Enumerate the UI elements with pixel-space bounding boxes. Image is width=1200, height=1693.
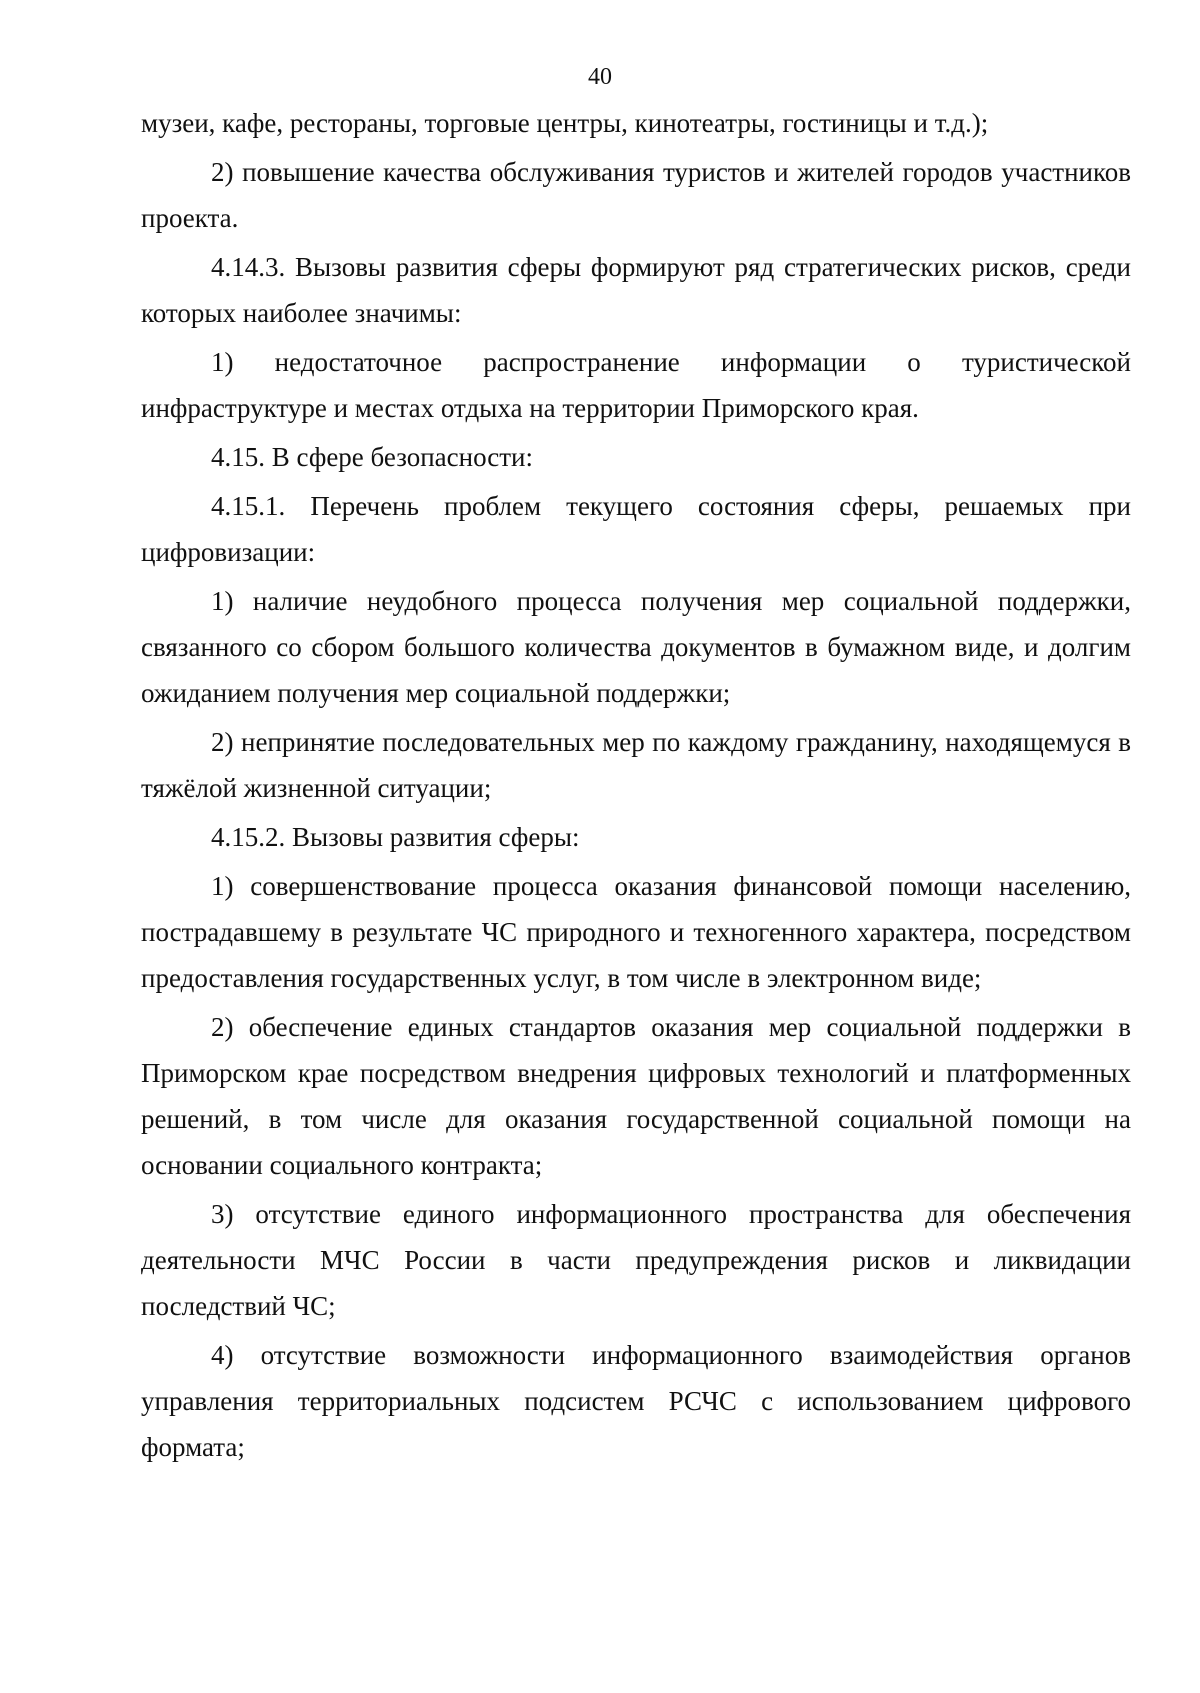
- paragraph-list-item: 2) непринятие последовательных мер по каждому гражданину, находящемуся в тяжёлой жизненной ситуации;: [141, 727, 1131, 803]
- paragraph-list-item: 4) отсутствие возможности информационного взаимодействия органов управления территориальных подсистем РСЧС с использованием цифрового формата;: [141, 1340, 1131, 1462]
- paragraph-list-item: 1) совершенствование процесса оказания финансовой помощи населению, пострадавшему в результате ЧС природного и техногенного характера, посредством предоставления государственных услуг, в том числе в электронном виде;: [141, 871, 1131, 993]
- document-body: [141, 100, 1131, 1470]
- paragraph-section-4-15-1: 4.15.1. Перечень проблем текущего состояния сферы, решаемых при цифровизации:: [141, 491, 1131, 567]
- paragraph-section-4-14-3: 4.14.3. Вызовы развития сферы формируют ряд стратегических рисков, среди которых наиболее значимы:: [141, 252, 1131, 328]
- paragraph-list-item: 2) обеспечение единых стандартов оказания мер социальной поддержки в Приморском крае посредством внедрения цифровых технологий и платформенных решений, в том числе для оказания государственной социальной помощи на основании социального контракта;: [141, 1012, 1131, 1180]
- paragraph-continuation: музеи, кафе, рестораны, торговые центры, кинотеатры, гостиницы и т.д.);: [141, 108, 989, 138]
- paragraph-list-item: 3) отсутствие единого информационного пространства для обеспечения деятельности МЧС России в части предупреждения рисков и ликвидации последствий ЧС;: [141, 1199, 1131, 1321]
- paragraph-list-item: 1) наличие неудобного процесса получения мер социальной поддержки, связанного со сбором большого количества документов в бумажном виде, и долгим ожиданием получения мер социальной поддержки;: [141, 586, 1131, 708]
- page-number: 40: [588, 64, 612, 90]
- paragraph-list-item: 2) повышение качества обслуживания туристов и жителей городов участников проекта.: [141, 157, 1131, 233]
- section-heading-4-15: 4.15. В сфере безопасности:: [211, 442, 534, 472]
- paragraph-list-item: 1) недостаточное распространение информации о туристической инфраструктуре и местах отдыха на территории Приморского края.: [141, 347, 1131, 423]
- paragraph-section-4-15-2: 4.15.2. Вызовы развития сферы:: [211, 822, 580, 852]
